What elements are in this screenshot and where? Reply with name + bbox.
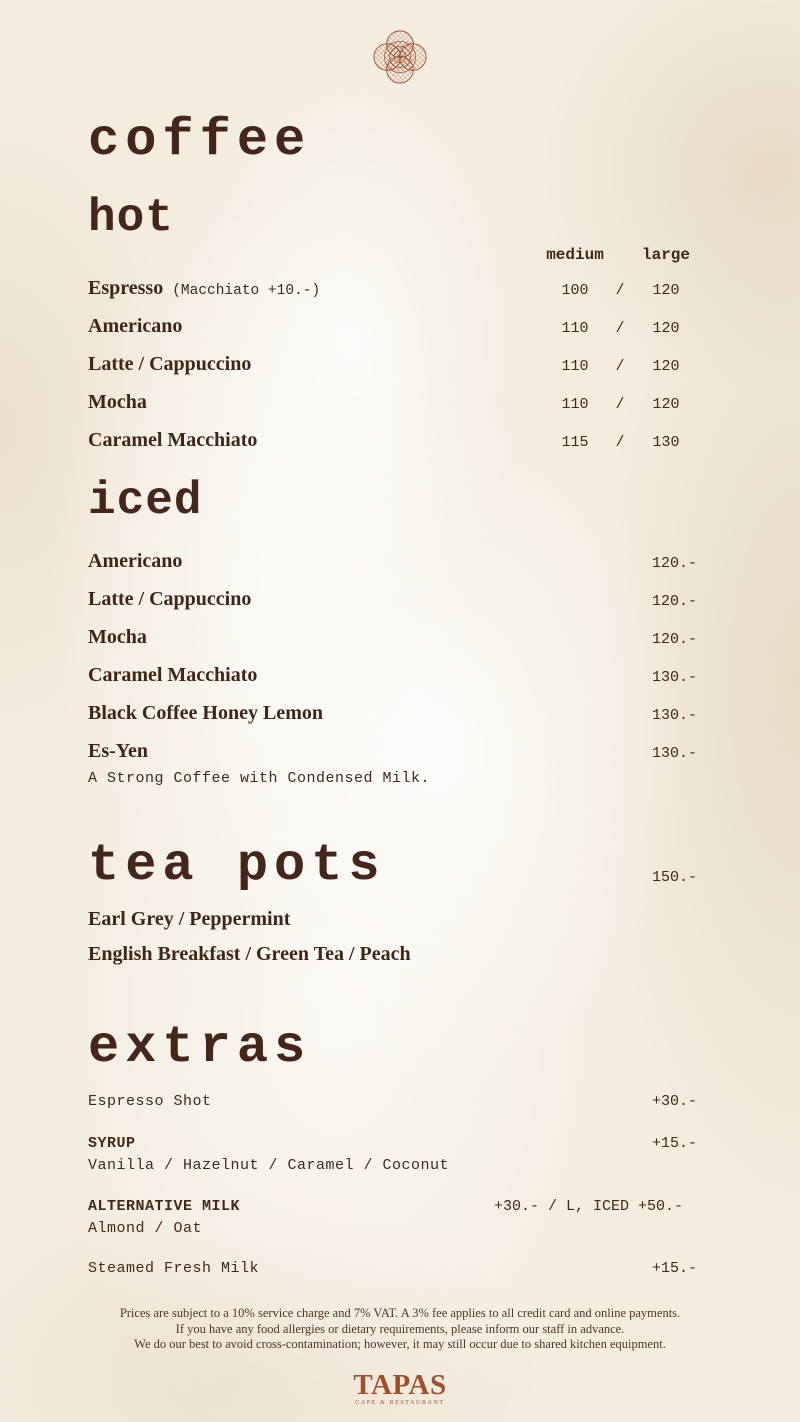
item-name: Mocha [88, 390, 147, 413]
item-note: (Macchiato +10.-) [172, 282, 321, 299]
hot-heading: hot [88, 192, 174, 245]
size-header-gap [605, 246, 635, 264]
item-name: Mocha [88, 626, 147, 649]
item-price-large: 120 [652, 395, 680, 413]
extras-heading: extras [88, 1017, 312, 1077]
price-separator-slash: / [615, 281, 625, 299]
price-separator-slash: / [615, 395, 625, 413]
menu-item-row [88, 1259, 697, 1279]
lattice-medallion-icon [371, 28, 429, 86]
tapas-logo [0, 1370, 800, 1406]
item-name: Americano [88, 550, 183, 573]
menu-item-row [88, 1197, 697, 1217]
item-price-medium: 100 [561, 281, 589, 299]
menu-item-row [88, 1134, 697, 1154]
size-header-row [88, 246, 697, 264]
item-price-medium: 110 [561, 319, 589, 337]
menu-item-row [88, 315, 697, 340]
item-price-large: 130 [652, 433, 680, 451]
section-extras [88, 1019, 697, 1279]
item-price-large: 120 [652, 357, 680, 375]
item-name: Caramel Macchiato [88, 428, 258, 451]
iced-heading: iced [88, 474, 203, 527]
item-price-medium: 110 [561, 395, 589, 413]
item-price: 120.- [651, 593, 697, 611]
menu-item-row [88, 353, 697, 378]
item-price-medium: 115 [561, 433, 589, 451]
logo-wordmark: TAPAS [353, 1369, 447, 1401]
item-description: Almond / Oat [88, 1219, 203, 1237]
extras-group [88, 1197, 697, 1239]
item-price: 130.- [651, 745, 697, 763]
item-price: 130.- [651, 669, 697, 687]
menu-item-row [88, 391, 697, 416]
footer-note-line: If you have any food allergies or dietary requirements, please inform our staff in advance. [175, 1321, 625, 1336]
item-price: +15.- [651, 1134, 697, 1152]
footer-note-line: We do our best to avoid cross-contamination; however, it may still occur due to shared kitchen equipment. [134, 1337, 666, 1351]
item-name: Steamed Fresh Milk [88, 1259, 260, 1277]
menu-item-row [88, 588, 697, 613]
item-name: Black Coffee Honey Lemon [88, 702, 323, 725]
menu-item-row [88, 1092, 697, 1112]
tea-pots-price: 150.- [651, 868, 697, 886]
section-iced [88, 476, 697, 790]
menu-item-row [88, 277, 697, 302]
menu-item-row [88, 429, 697, 454]
extras-group [88, 1259, 697, 1279]
item-price: +30.- [651, 1092, 697, 1110]
item-name: Espresso Shot [88, 1092, 212, 1110]
footer-note-line: Prices are subject to a 10% service charge and 7% VAT. A 3% fee applies to all credit card and online payments. [119, 1306, 681, 1320]
item-description: Vanilla / Hazelnut / Caramel / Coconut [88, 1156, 450, 1174]
item-name: Caramel Macchiato [88, 664, 258, 687]
menu-item-row [88, 626, 697, 651]
item-price: +15.- [651, 1259, 697, 1277]
tea-pots-heading-row [88, 837, 697, 894]
item-name: Latte / Cappuccino [88, 588, 252, 611]
item-price: 120.- [651, 555, 697, 573]
section-hot [88, 193, 697, 454]
item-price: 120.- [651, 631, 697, 649]
logo-tagline: CAFE & RESTAURANT [355, 1400, 445, 1406]
menu-item-row [88, 550, 697, 575]
menu-item-row [88, 740, 697, 765]
menu-item-row [88, 702, 697, 727]
extras-group [88, 1134, 697, 1176]
section-tea-pots [88, 837, 697, 964]
item-name: Latte / Cappuccino [88, 352, 252, 375]
item-price-large: 120 [652, 281, 680, 299]
item-name: Espresso [88, 276, 164, 299]
extras-group [88, 1092, 697, 1112]
menu-item-row [88, 943, 697, 965]
menu-item-row [88, 908, 697, 930]
item-name: Es-Yen [88, 740, 149, 763]
footer-notes [0, 1306, 800, 1353]
item-name: Americano [88, 314, 183, 337]
menu-item-row [88, 664, 697, 689]
page-title: coffee [88, 111, 312, 170]
large-column-header: large [641, 245, 690, 264]
item-name: SYRUP [88, 1134, 136, 1152]
item-price: +30.- / L, ICED +50.- [493, 1197, 683, 1215]
price-separator-slash: / [615, 433, 625, 451]
tea-pots-heading: tea pots [88, 836, 386, 896]
item-name: English Breakfast / Green Tea / Peach [88, 942, 411, 965]
item-name: Earl Grey / Peppermint [88, 907, 291, 930]
price-separator-slash: / [615, 357, 625, 375]
item-description: A Strong Coffee with Condensed Milk. [88, 770, 431, 788]
item-price: 130.- [651, 707, 697, 725]
item-price-medium: 110 [561, 357, 589, 375]
item-price-large: 120 [652, 319, 680, 337]
item-name: ALTERNATIVE MILK [88, 1197, 241, 1215]
medium-column-header: medium [546, 245, 604, 264]
price-separator-slash: / [615, 319, 625, 337]
